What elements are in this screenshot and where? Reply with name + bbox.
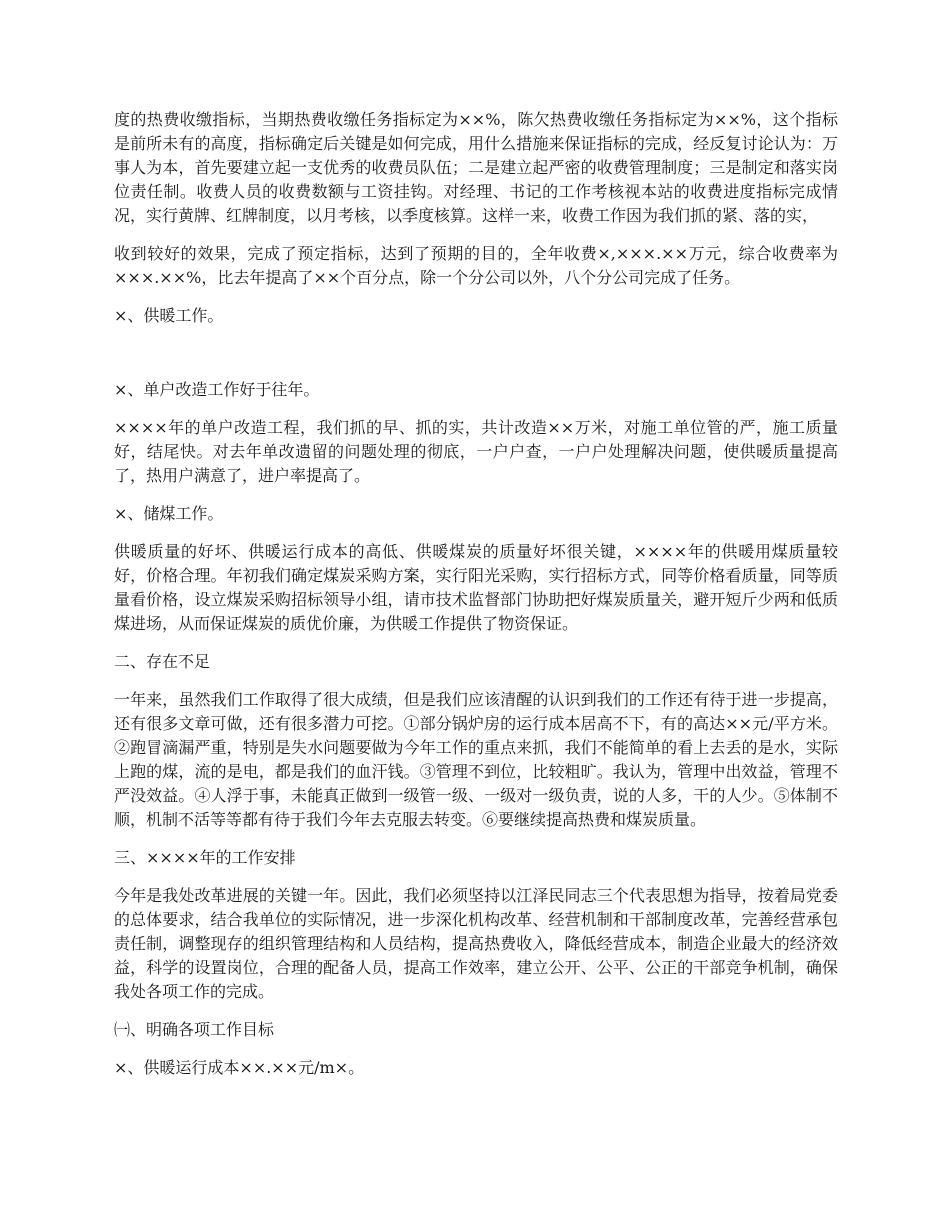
section-heading-shortcomings: 二、存在不足 [114, 652, 211, 671]
item-heating-cost: ×、供暖运行成本××.××元/m×。 [114, 1058, 365, 1077]
paragraph-coal-storage: 供暖质量的好坏、供暖运行成本的高低、供暖煤炭的质量好坏很关键，××××年的供暖用煤质量较好，价格合理。年初我们确定煤炭采购方案，实行阳光采购，实行招标方式，同等价格看质量，同等质量看价格，设立煤炭采购招标领导小组，请市技术监督部门协助把好煤炭质量关，避开短斤少两和低质煤进场，从而保证煤炭的质优价廉，为供暖工作提供了物资保证。 [114, 542, 838, 633]
section-heading-work-plan: 三、××××年的工作安排 [114, 848, 296, 867]
section-heading-coal-storage: ×、储煤工作。 [114, 504, 224, 523]
paragraph-heat-fee-targets: 度的热费收缴指标，当期热费收缴任务指标定为××%，陈欠热费收缴任务指标定为××%，这个指标是前所未有的高度，指标确定后关键是如何完成，用什么措施来保证指标的完成，经反复讨论认为：万事人为本，首先要建立起一支优秀的收费员队伍；二是建立起严密的收费管理制度；三是制定和落实岗位责任制。收费人员的收费数额与工资挂钩。对经理、书记的工作考核视本站的收费进度指标完成情况，实行黄牌、红牌制度，以月考核，以季度核算。这样一来，收费工作因为我们抓的紧、落的实， [114, 110, 838, 225]
paragraph-shortcomings: 一年来，虽然我们工作取得了很大成绩，但是我们应该清醒的认识到我们的工作还有待于进一步提高，还有很多文章可做，还有很多潜力可挖。①部分锅炉房的运行成本居高不下，有的高达××元/平方米。②跑冒滴漏严重，特别是失水问题要做为今年工作的重点来抓，我们不能简单的看上去丢的是水，实际上跑的煤，流的是电，都是我们的血汗钱。③管理不到位，比较粗旷。我认为，管理中出效益，管理不严没效益。④人浮于事，未能真正做到一级管一级、一级对一级负责，说的人多，干的人少。⑤体制不顺，机制不活等等都有待于我们今年去克服去转变。⑥要继续提高热费和煤炭质量。 [114, 690, 838, 829]
paragraph-work-plan: 今年是我处改革进展的关键一年。因此，我们必须坚持以江泽民同志三个代表思想为指导，按着局党委的总体要求，结合我单位的实际情况，进一步深化机构改革、经营机制和干部制度改革，完善经营承包责任制，调整现存的组织管理结构和人员结构，提高热费收入，降低经营成本，制造企业最大的经济效益，科学的设置岗位，合理的配备人员，提高工作效率，建立公开、公平、公正的干部竞争机制，确保我处各项工作的完成。 [114, 886, 838, 1001]
document-page [114, 108, 838, 1094]
section-heading-heating-work: ×、供暖工作。 [114, 306, 224, 325]
blank-space [114, 342, 838, 378]
paragraph-household-renovation: ××××年的单户改造工程，我们抓的早、抓的实，共计改造××万米，对施工单位管的严，施工质量好，结尾快。对去年单改遗留的问题处理的彻底，一户户查，一户户处理解决问题，使供暖质量提高了，热用户满意了，进户率提高了。 [114, 418, 838, 485]
paragraph-collection-results: 收到较好的效果，完成了预定指标，达到了预期的目的，全年收费×,×××.××万元，综合收费率为×××.××%，比去年提高了××个百分点，除一个分公司以外，八个分公司完成了任务。 [114, 244, 838, 287]
subsection-heading-targets: ㈠、明确各项工作目标 [114, 1020, 275, 1039]
section-heading-household-renovation: ×、单户改造工作好于往年。 [114, 380, 320, 399]
